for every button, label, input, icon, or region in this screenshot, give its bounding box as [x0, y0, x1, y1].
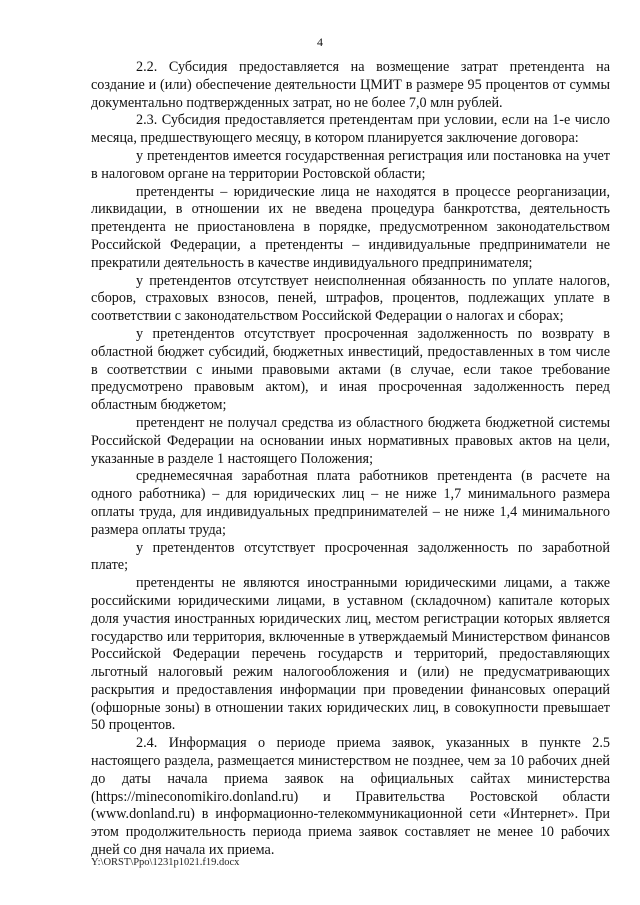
document-body — [91, 59, 610, 860]
paragraph-2-2: 2.2. Субсидия предоставляется на возмещение затрат претендента на создание и (или) обеспечение деятельности ЦМИТ в размере 95 процентов от суммы документально подтвержденных затрат, но не более 7,0 млн рублей. — [91, 59, 610, 111]
condition-registration: у претендентов имеется государственная регистрация или постановка на учет в налоговом органе на территории Ростовской области; — [91, 147, 610, 182]
footer-file-path: Y:\ORST\Ppo\1231p1021.f19.docx — [91, 857, 240, 868]
condition-no-salary-debt: у претендентов отсутствует просроченная задолженность по заработной плате; — [91, 539, 610, 574]
condition-no-prior-funds: претендент не получал средства из областного бюджета бюджетной системы Российской Федерации на основании иных нормативных правовых актов на цели, указанные в разделе 1 настоящего Положения; — [91, 414, 610, 467]
paragraph-2-4: 2.4. Информация о периоде приема заявок, указанных в пункте 2.5 настоящего раздела, размещается министерством не позднее, чем за 10 рабочих дней до даты начала приема заявок на официальных сайтах министерства (https://mineconomikiro.donland.ru) и Правительства Ростовской области (www.donland.ru) в информационно-телекоммуникационной сети «Интернет». При этом продолжительность периода приема заявок составляет не менее 10 рабочих дней со дня начала их приема. — [91, 735, 610, 859]
condition-no-reorganization: претенденты – юридические лица не находятся в процессе реорганизации, ликвидации, в отношении их не введена процедура банкротства, деятельность претендента не приостановлена в порядке, предусмотренном законодательством Российской Федерации, а претенденты – индивидуальные предприниматели не прекратили деятельность в качестве индивидуального предпринимателя; — [91, 183, 610, 271]
page-number: 4 — [317, 35, 323, 49]
condition-average-salary: среднемесячная заработная плата работников претендента (в расчете на одного работника) – для юридических лиц – не ниже 1,7 минимального размера оплаты труда, для индивидуальных предпринимателей – не ниже 1,4 минимального размера оплаты труда; — [91, 468, 610, 538]
condition-no-budget-debt: у претендентов отсутствует просроченная задолженность по возврату в областной бюджет субсидий, бюджетных инвестиций, предоставленных в том числе в соответствии с иными правовыми актами (в случае, если такое требование предусмотрено правовым актом), и иная просроченная задолженность перед областным бюджетом; — [91, 325, 610, 414]
paragraph-2-3: 2.3. Субсидия предоставляется претендентам при условии, если на 1-е число месяца, предшествующего месяцу, в котором планируется заключение договора: — [91, 112, 610, 147]
condition-no-tax-debt: у претендентов отсутствует неисполненная обязанность по уплате налогов, сборов, страховых взносов, пеней, штрафов, процентов, подлежащих уплате в соответствии с законодательством Российской Федерации о налогах и сборах; — [91, 272, 610, 325]
condition-not-foreign: претенденты не являются иностранными юридическими лицами, а также российскими юридическими лицами, в уставном (складочном) капитале которых доля участия иностранных юридических лиц, местом регистрации которых является государство или территория, включенные в утверждаемый Министерством финансов Российской Федерации перечень государств и территорий, предоставляющих льготный налоговый режим налогообложения и (или) не предусматривающих раскрытия и предоставления информации при проведении финансовых операций (офшорные зоны) в отношении таких юридических лиц, в совокупности превышает 50 процентов. — [91, 575, 610, 734]
